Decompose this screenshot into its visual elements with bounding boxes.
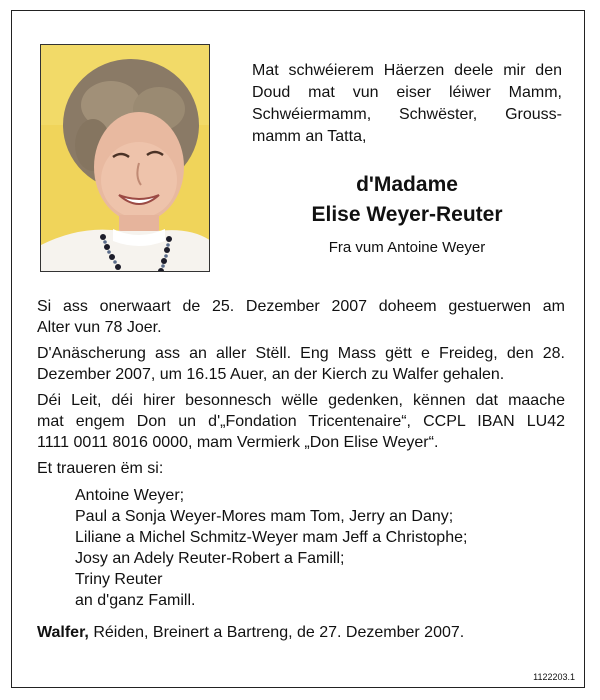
intro-line: Doud mat vun eiser léiwer Mamm, bbox=[252, 84, 562, 101]
mourner-item: an d'ganz Famill. bbox=[75, 592, 196, 609]
mourners-heading: Et traueren ëm si: bbox=[37, 460, 164, 477]
mourner-item: Antoine Weyer; bbox=[75, 487, 185, 504]
deceased-name: Elise Weyer-Reuter bbox=[311, 203, 503, 226]
death-paragraph bbox=[37, 296, 565, 338]
intro-line: Schwéiermamm, Schwëster, Grouss- bbox=[252, 106, 562, 123]
death-line: Si ass onerwaart de 25. Dezember 2007 doheem gestuerwen am bbox=[37, 298, 565, 315]
portrait-photo bbox=[40, 44, 210, 272]
service-line: Dezember 2007, um 16.15 Auer, an der Kierch zu Walfer gehalen. bbox=[37, 366, 505, 383]
donation-paragraph bbox=[37, 390, 565, 453]
donation-line: 1111 0011 8016 0000, mam Vermierk „Don Elise Weyer“. bbox=[37, 434, 439, 451]
reference-number: 1122203.1 bbox=[533, 672, 575, 682]
donation-line: mat engem Don un d'„Fondation Tricentenaire“, CCPL IBAN LU42 bbox=[37, 413, 565, 430]
mourner-item: Paul a Sonja Weyer-Mores mam Tom, Jerry an Dany; bbox=[75, 508, 454, 525]
portrait-illustration bbox=[41, 45, 210, 272]
death-line: Alter vun 78 Joer. bbox=[37, 319, 162, 336]
intro-line: Mat schwéierem Häerzen deele mir den bbox=[252, 62, 562, 79]
deceased-name-block bbox=[252, 170, 562, 258]
closing-rest: Réiden, Breinert a Bartreng, de 27. Dezember 2007. bbox=[88, 624, 465, 641]
closing-place: Walfer, bbox=[37, 624, 89, 641]
intro-line: mamm an Tatta, bbox=[252, 128, 367, 145]
service-paragraph bbox=[37, 343, 565, 385]
deceased-title: d'Madame bbox=[356, 173, 458, 196]
mourner-item: Josy an Adely Reuter-Robert a Famill; bbox=[75, 550, 345, 567]
service-line: D'Anäscherung ass an aller Stëll. Eng Mass gëtt e Freideg, den 28. bbox=[37, 345, 565, 362]
mourners-section bbox=[37, 458, 565, 611]
mourner-item: Liliane a Michel Schmitz-Weyer mam Jeff a Christophe; bbox=[75, 529, 468, 546]
mourner-item: Triny Reuter bbox=[75, 571, 163, 588]
deceased-spouse: Fra vum Antoine Weyer bbox=[328, 239, 486, 256]
mourners-list bbox=[75, 485, 565, 611]
closing-line bbox=[37, 622, 565, 643]
donation-line: Déi Leit, déi hirer besonnesch wëlle gedenken, kënnen dat maache bbox=[37, 392, 565, 409]
notice-body bbox=[37, 296, 565, 643]
intro-text bbox=[252, 60, 562, 148]
